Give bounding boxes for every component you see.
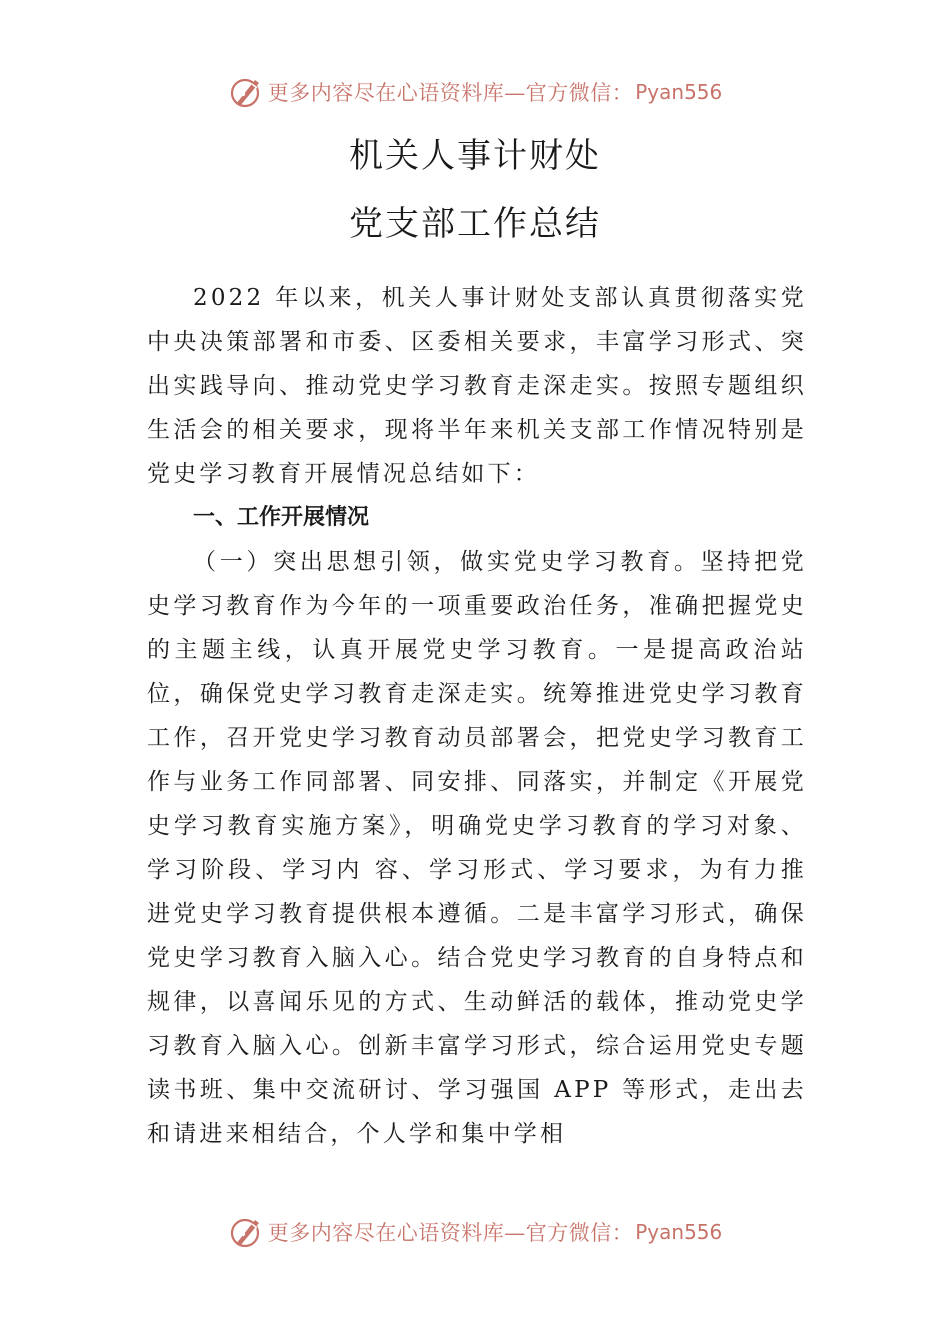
header-watermark-banner <box>0 72 950 112</box>
section-paragraph: （一）突出思想引领，做实党史学习教育。坚持把党史学习教育作为今年的一项重要政治任务，准确把握党史的主题主线，认真开展党史学习教育。一是提高政治站位，确保党史学习教育走深走实。统筹推进党史学习教育工作，召开党史学习教育动员部署会，把党史学习教育工作与业务工作同部署、同安排、同落实，并制定《开展党史学习教育实施方案》，明确党史学习教育的学习对象、学习阶段、学习内 容、学习形式、学习要求，为有力推进党史学习教育提供根本遵循。二是丰富学习形式，确保党史学习教育入脑入心。结合党史学习教育的自身特点和规律，以喜闻乐见的方式、生动鲜活的载体，推动党史学习教育入脑入心。创新丰富学习形式，综合运用党史专题读书班、集中交流研讨、学习强国 APP 等形式，走出去和请进来相结合，个人学和集中学相 <box>147 549 807 1147</box>
banner-text: 更多内容尽在心语资料库—官方微信： <box>267 81 634 105</box>
banner-text: 更多内容尽在心语资料库—官方微信： <box>267 1221 634 1245</box>
intro-paragraph: 2022 年以来，机关人事计财处支部认真贯彻落实党中央决策部署和市委、区委相关要求，丰富学习形式、突出实践导向、推动党史学习教育走深走实。按照专题组织生活会的相关要求，现将半年来机关支部工作情况特别是党史学习教育开展情况总结如下： <box>147 285 807 487</box>
document-title-line2: 党支部工作总结 <box>349 204 601 244</box>
quill-pen-icon <box>228 74 264 110</box>
wechat-id: Pyan556 <box>635 1220 723 1244</box>
quill-pen-icon <box>228 1214 264 1250</box>
footer-watermark-banner <box>0 1212 950 1252</box>
document-title-line1: 机关人事计财处 <box>349 136 601 176</box>
section-heading: 一、工作开展情况 <box>193 505 370 530</box>
document-body <box>147 276 807 1156</box>
wechat-id: Pyan556 <box>635 80 723 104</box>
